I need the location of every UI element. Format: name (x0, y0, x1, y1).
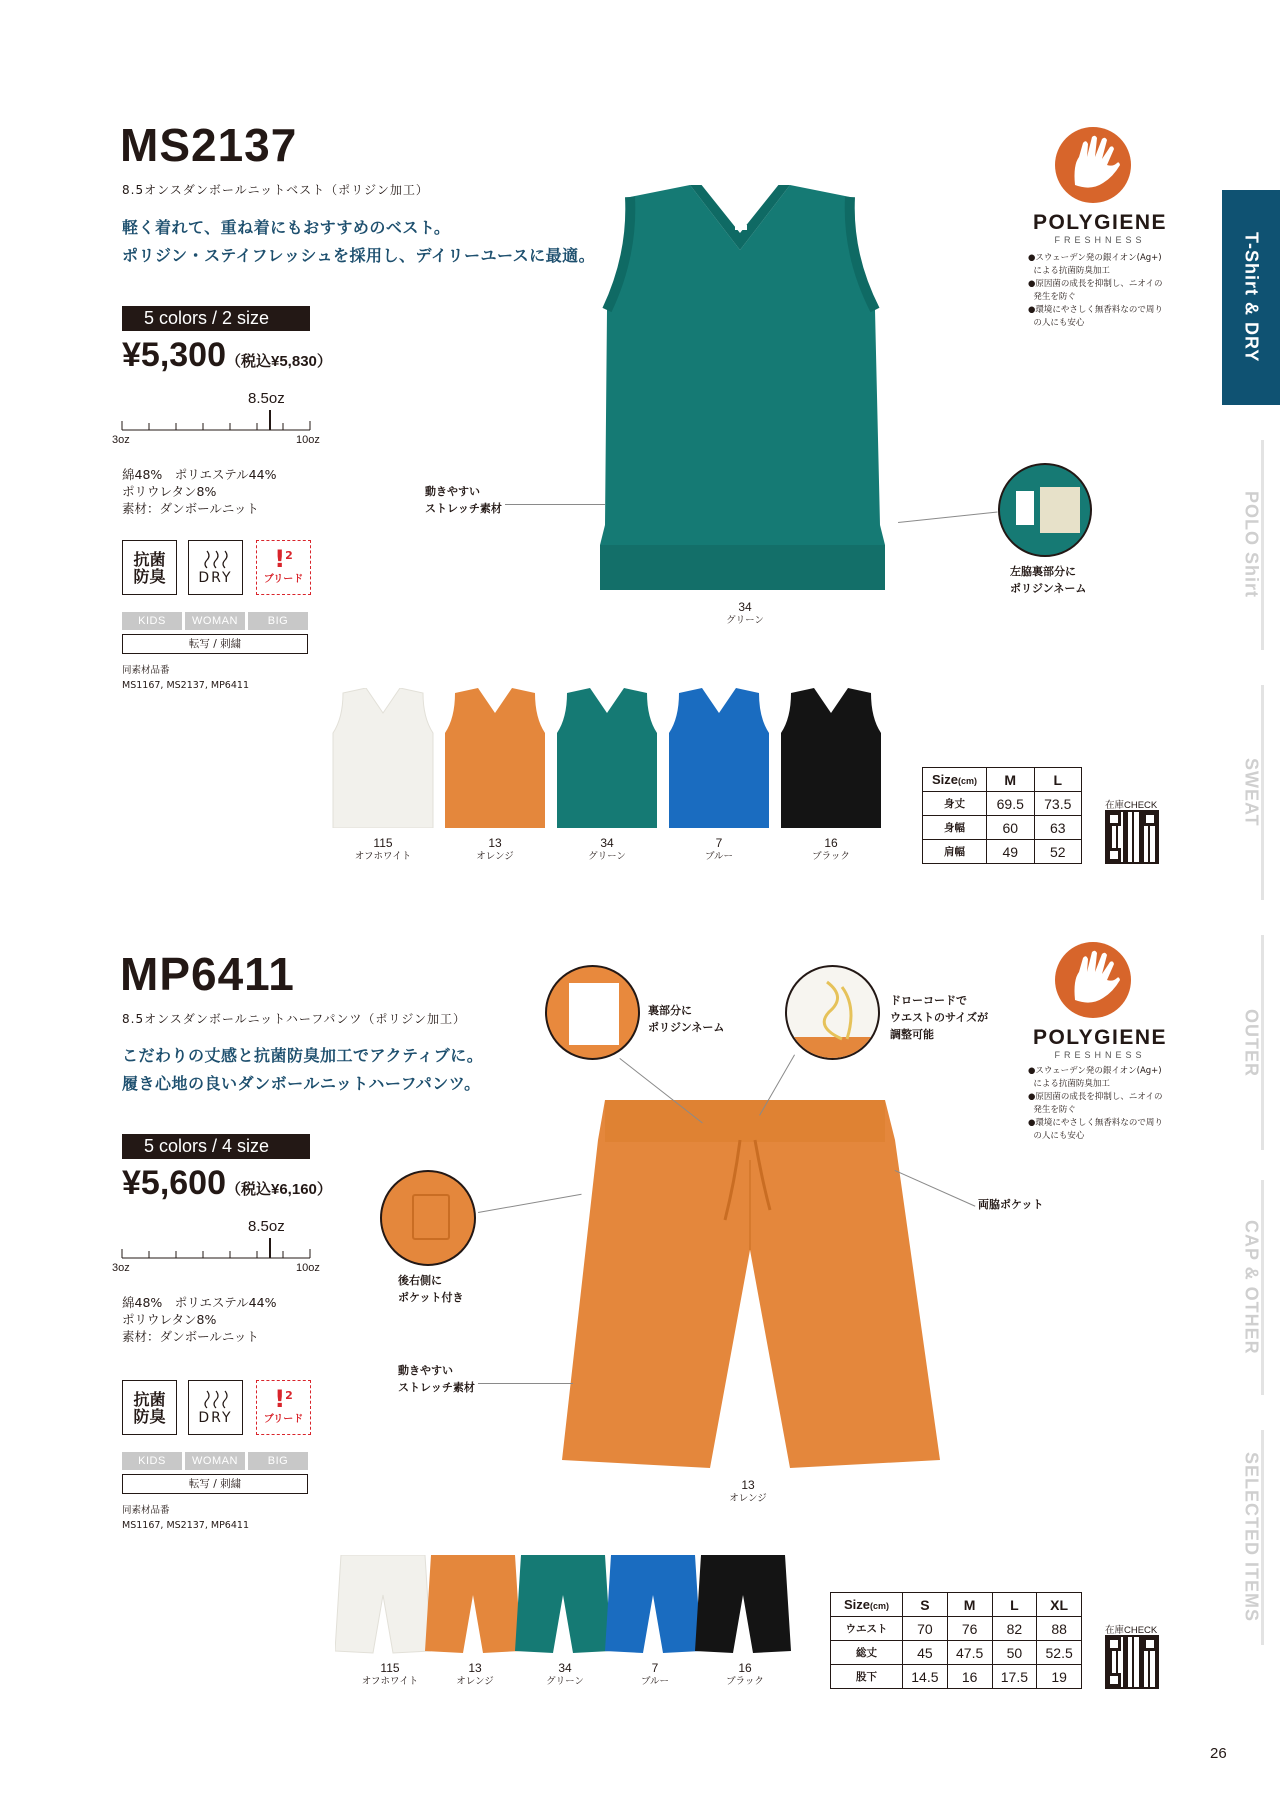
tab-sweat[interactable] (1222, 685, 1280, 900)
tab-polo-shirt[interactable] (1222, 440, 1280, 650)
bleed-number: 2 (285, 1389, 293, 1402)
size-header: XL (1037, 1593, 1082, 1617)
swatch-name: ブラック (812, 851, 850, 862)
weight-max: 10oz (296, 1262, 320, 1274)
tab-cap-other[interactable] (1222, 1180, 1280, 1395)
price (122, 1164, 332, 1203)
same-material-list: MS1167, MS2137, MP6411 (122, 680, 249, 691)
swatch-code: 115 (373, 836, 393, 850)
dry-label: DRY (198, 1410, 233, 1426)
same-material-label: 同素材品番 (122, 665, 170, 676)
weight-gauge (110, 1218, 320, 1278)
swatch-name: オレンジ (476, 851, 514, 862)
bleed-label: ブリード (263, 1414, 304, 1425)
detail-circle-drawcord (785, 965, 880, 1060)
swatch-name: ブルー (704, 851, 734, 862)
swatch-code: 16 (738, 1661, 752, 1675)
product-catch (122, 1042, 483, 1098)
size-row (831, 1617, 1082, 1641)
qr-code-icon[interactable] (1107, 1637, 1157, 1687)
size-value: 49 (987, 840, 1035, 864)
size-value: 70 (903, 1617, 948, 1641)
size-value: 82 (992, 1617, 1037, 1641)
detail-circle-label (998, 463, 1092, 557)
steam-icon (199, 548, 233, 570)
hero-color-code: 34 (738, 600, 752, 614)
leader-line (505, 504, 605, 505)
size-unit: (cm) (958, 776, 978, 786)
product-subtitle: 8.5オンスダンボールニットベスト（ポリジン加工） (122, 183, 429, 197)
size-row-label: 身幅 (923, 816, 987, 840)
price-value: ¥5,300 (122, 336, 226, 374)
size-value: 76 (947, 1617, 992, 1641)
fit-tags (122, 612, 308, 630)
swatch-label (440, 836, 550, 864)
hero-color-label (703, 1478, 793, 1506)
hero-color-name: グリーン (726, 615, 764, 626)
tab-label: T-Shirt & DRY (1241, 232, 1262, 363)
polygiene-brand: POLYGIENE (1032, 1026, 1168, 1049)
swatch-label (425, 1661, 525, 1689)
detail-circle-label (545, 965, 640, 1060)
size-value: 60 (987, 816, 1035, 840)
tag-woman: WOMAN (185, 612, 245, 630)
size-corner (923, 768, 987, 792)
size-row-label: 身丈 (923, 792, 987, 816)
size-row (923, 840, 1082, 864)
swatch-name: グリーン (588, 851, 626, 862)
qr-code-icon[interactable] (1107, 812, 1157, 862)
color-swatches (335, 1555, 815, 1695)
size-row-label: ウエスト (831, 1617, 903, 1641)
hero-color-name: オレンジ (729, 1493, 767, 1504)
detail-circle-back-pocket (380, 1170, 476, 1266)
product-subtitle: 8.5オンスダンボールニットハーフパンツ（ポリジン加工） (122, 1012, 467, 1026)
tag-woman: WOMAN (185, 1452, 245, 1470)
polygiene-logo (1025, 125, 1175, 245)
tag-big: BIG (248, 612, 308, 630)
size-value: 73.5 (1034, 792, 1082, 816)
swatch-vest-green (552, 688, 662, 828)
product-model: MS2137 (120, 119, 298, 171)
size-value: 63 (1034, 816, 1082, 840)
swatch-name: ブラック (726, 1676, 764, 1687)
catch-line: 履き心地の良いダンボールニットハーフパンツ。 (122, 1074, 481, 1093)
swatch-vest-black (776, 688, 886, 828)
polygiene-bullets: ●スウェーデン発の銀イオン(Ag+) による抗菌防臭加工 ●原因菌の成長を抑制し、ニオイの 発生を防ぐ ●環境にやさしく無香料なので周り の人にも安心 (1028, 253, 1163, 328)
swatch-label (776, 836, 886, 864)
price-tax: （税込¥5,830） (226, 353, 332, 370)
swatch-vest-orange (440, 688, 550, 828)
dry-icon (188, 540, 243, 595)
antibacterial-label: 抗菌防臭 (133, 549, 166, 586)
swatch-shorts-black (695, 1555, 791, 1655)
material: 綿48% ポリエステル44% ポリウレタン8% 素材：ダンボールニット (122, 1295, 277, 1344)
same-material (122, 663, 249, 693)
swatch-code: 16 (824, 836, 838, 850)
size-value: 88 (1037, 1617, 1082, 1641)
tab-label: CAP & OTHER (1241, 1220, 1262, 1355)
catch-line: ポリジン・ステイフレッシュを採用し、デイリーユースに最適。 (122, 246, 596, 265)
size-row (831, 1665, 1082, 1689)
catch-line: 軽く着れて、重ね着にもおすすめのベスト。 (122, 218, 451, 237)
swatch-label (552, 836, 662, 864)
size-value: 50 (992, 1641, 1037, 1665)
size-value: 52.5 (1037, 1641, 1082, 1665)
polygiene-tag: FRESHNESS (1054, 235, 1146, 245)
same-material (122, 1503, 249, 1533)
fit-tags (122, 1452, 308, 1470)
swatch-vest-offwhite (328, 688, 438, 828)
page-number: 26 (1210, 1745, 1227, 1762)
polygiene-hand-icon (1053, 940, 1133, 1020)
color-swatches (328, 688, 888, 868)
polygiene-hand-icon (1053, 125, 1133, 205)
swatch-shorts-orange (425, 1555, 521, 1655)
tab-label: SELECTED ITEMS (1241, 1452, 1262, 1623)
annotation-side-name: 左脇裏部分に ポリジンネーム (1010, 565, 1087, 595)
size-value: 45 (903, 1641, 948, 1665)
drawcord-icon (787, 967, 880, 1060)
swatch-label (328, 836, 438, 864)
print-method: 転写 / 刺繍 (122, 1474, 308, 1494)
tag-big: BIG (248, 1452, 308, 1470)
antibacterial-icon (122, 1380, 177, 1435)
size-header: M (947, 1593, 992, 1617)
same-material-label: 同素材品番 (122, 1505, 170, 1516)
swatch-shorts-green (515, 1555, 611, 1655)
dry-icon (188, 1380, 243, 1435)
size-row-label: 股下 (831, 1665, 903, 1689)
swatch-code: 7 (715, 836, 723, 850)
catch-line: こだわりの丈感と抗菌防臭加工でアクティブに。 (122, 1046, 484, 1065)
annotation-side-pocket: 両脇ポケット (978, 1198, 1044, 1211)
size-row (923, 792, 1082, 816)
hero-vest-image (585, 185, 895, 595)
bleed-label: ブリード (263, 574, 304, 585)
size-table (922, 767, 1082, 864)
bleed-icon (256, 1380, 311, 1435)
annotation-drawcord: ドローコードで ウエストのサイズが 調整可能 (890, 994, 989, 1041)
size-corner (831, 1593, 903, 1617)
tab-label: OUTER (1241, 1008, 1262, 1077)
annotation-back-pocket: 後右側に ポケット付き (398, 1274, 464, 1304)
size-value: 52 (1034, 840, 1082, 864)
colors-size-badge: 5 colors / 2 size (122, 306, 310, 331)
print-method: 転写 / 刺繍 (122, 634, 308, 654)
polygiene-logo (1025, 940, 1175, 1060)
steam-icon (199, 1388, 233, 1410)
bleed-number: 2 (285, 549, 293, 562)
tab-label: SWEAT (1241, 758, 1262, 827)
size-row (923, 816, 1082, 840)
swatch-name: グリーン (546, 1676, 584, 1687)
colors-size-badge: 5 colors / 4 size (122, 1134, 310, 1159)
size-unit: (cm) (870, 1601, 890, 1611)
stock-check-label: 在庫CHECK (1105, 800, 1158, 811)
hero-color-label (700, 600, 790, 628)
material: 綿48% ポリエステル44% ポリウレタン8% 素材：ダンボールニット (122, 467, 277, 516)
bleed-icon (256, 540, 311, 595)
size-header: S (903, 1593, 948, 1617)
tab-label: POLO Shirt (1241, 491, 1262, 599)
annotation-stretch: 動きやすい ストレッチ素材 (398, 1364, 475, 1394)
weight-scale (110, 408, 320, 434)
size-value: 47.5 (947, 1641, 992, 1665)
swatch-code: 115 (380, 1661, 400, 1675)
size-header: M (987, 768, 1035, 792)
swatch-code: 34 (600, 836, 614, 850)
swatch-name: オレンジ (456, 1676, 494, 1687)
swatch-name: オフホワイト (354, 851, 412, 862)
stock-check-label: 在庫CHECK (1105, 1625, 1158, 1636)
swatch-shorts-blue (605, 1555, 701, 1655)
polygiene-brand: POLYGIENE (1032, 211, 1168, 234)
antibacterial-label: 抗菌防臭 (133, 1389, 166, 1426)
size-row-label: 総丈 (831, 1641, 903, 1665)
size-value: 14.5 (903, 1665, 948, 1689)
swatch-label (605, 1661, 705, 1689)
swatch-name: オフホワイト (361, 1676, 419, 1687)
weight-scale (110, 1236, 320, 1262)
hero-shorts-image (550, 1100, 950, 1470)
product-model: MP6411 (120, 948, 295, 1000)
swatch-code: 13 (488, 836, 502, 850)
weight-min: 3oz (112, 1262, 130, 1274)
swatch-name: ブルー (640, 1676, 670, 1687)
weight-value: 8.5oz (248, 390, 285, 407)
swatch-shorts-offwhite (335, 1555, 431, 1655)
price-tax: （税込¥6,160） (226, 1181, 332, 1198)
leader-line (478, 1383, 573, 1384)
weight-min: 3oz (112, 434, 130, 446)
swatch-label (664, 836, 774, 864)
size-corner-label: Size (931, 772, 958, 787)
same-material-list: MS1167, MS2137, MP6411 (122, 1520, 249, 1531)
weight-gauge (110, 390, 320, 450)
weight-value: 8.5oz (248, 1218, 285, 1235)
product-catch (122, 214, 595, 270)
swatch-code: 7 (651, 1661, 659, 1675)
exclamation-icon: ! (274, 1385, 286, 1413)
exclamation-icon: ! (274, 545, 286, 573)
polygiene-bullets: ●スウェーデン発の銀イオン(Ag+) による抗菌防臭加工 ●原因菌の成長を抑制し、ニオイの 発生を防ぐ ●環境にやさしく無香料なので周り の人にも安心 (1028, 1066, 1163, 1141)
annotation-stretch: 動きやすい ストレッチ素材 (425, 485, 502, 515)
swatch-label (695, 1661, 795, 1689)
size-value: 16 (947, 1665, 992, 1689)
size-row (831, 1641, 1082, 1665)
tab-tshirt-dry[interactable] (1222, 190, 1280, 405)
price-value: ¥5,600 (122, 1164, 226, 1202)
price (122, 336, 332, 375)
annotation-back-name: 裏部分に ポリジンネーム (648, 1004, 725, 1034)
dry-label: DRY (198, 570, 233, 586)
tag-kids: KIDS (122, 1452, 182, 1470)
tag-kids: KIDS (122, 612, 182, 630)
polygiene-tag: FRESHNESS (1054, 1050, 1146, 1060)
size-header: L (1034, 768, 1082, 792)
antibacterial-icon (122, 540, 177, 595)
tab-outer[interactable] (1222, 935, 1280, 1150)
swatch-code: 13 (468, 1661, 482, 1675)
size-corner-label: Size (843, 1597, 870, 1612)
swatch-code: 34 (558, 1661, 572, 1675)
size-header-row (923, 768, 1082, 792)
swatch-label (515, 1661, 615, 1689)
weight-max: 10oz (296, 434, 320, 446)
hero-color-code: 13 (741, 1478, 755, 1492)
size-value: 69.5 (987, 792, 1035, 816)
size-row-label: 肩幅 (923, 840, 987, 864)
tab-selected-items[interactable] (1222, 1430, 1280, 1645)
size-value: 17.5 (992, 1665, 1037, 1689)
leader-line (898, 512, 998, 523)
size-value: 19 (1037, 1665, 1082, 1689)
size-header: L (992, 1593, 1037, 1617)
swatch-vest-blue (664, 688, 774, 828)
size-table (830, 1592, 1082, 1689)
size-header-row (831, 1593, 1082, 1617)
